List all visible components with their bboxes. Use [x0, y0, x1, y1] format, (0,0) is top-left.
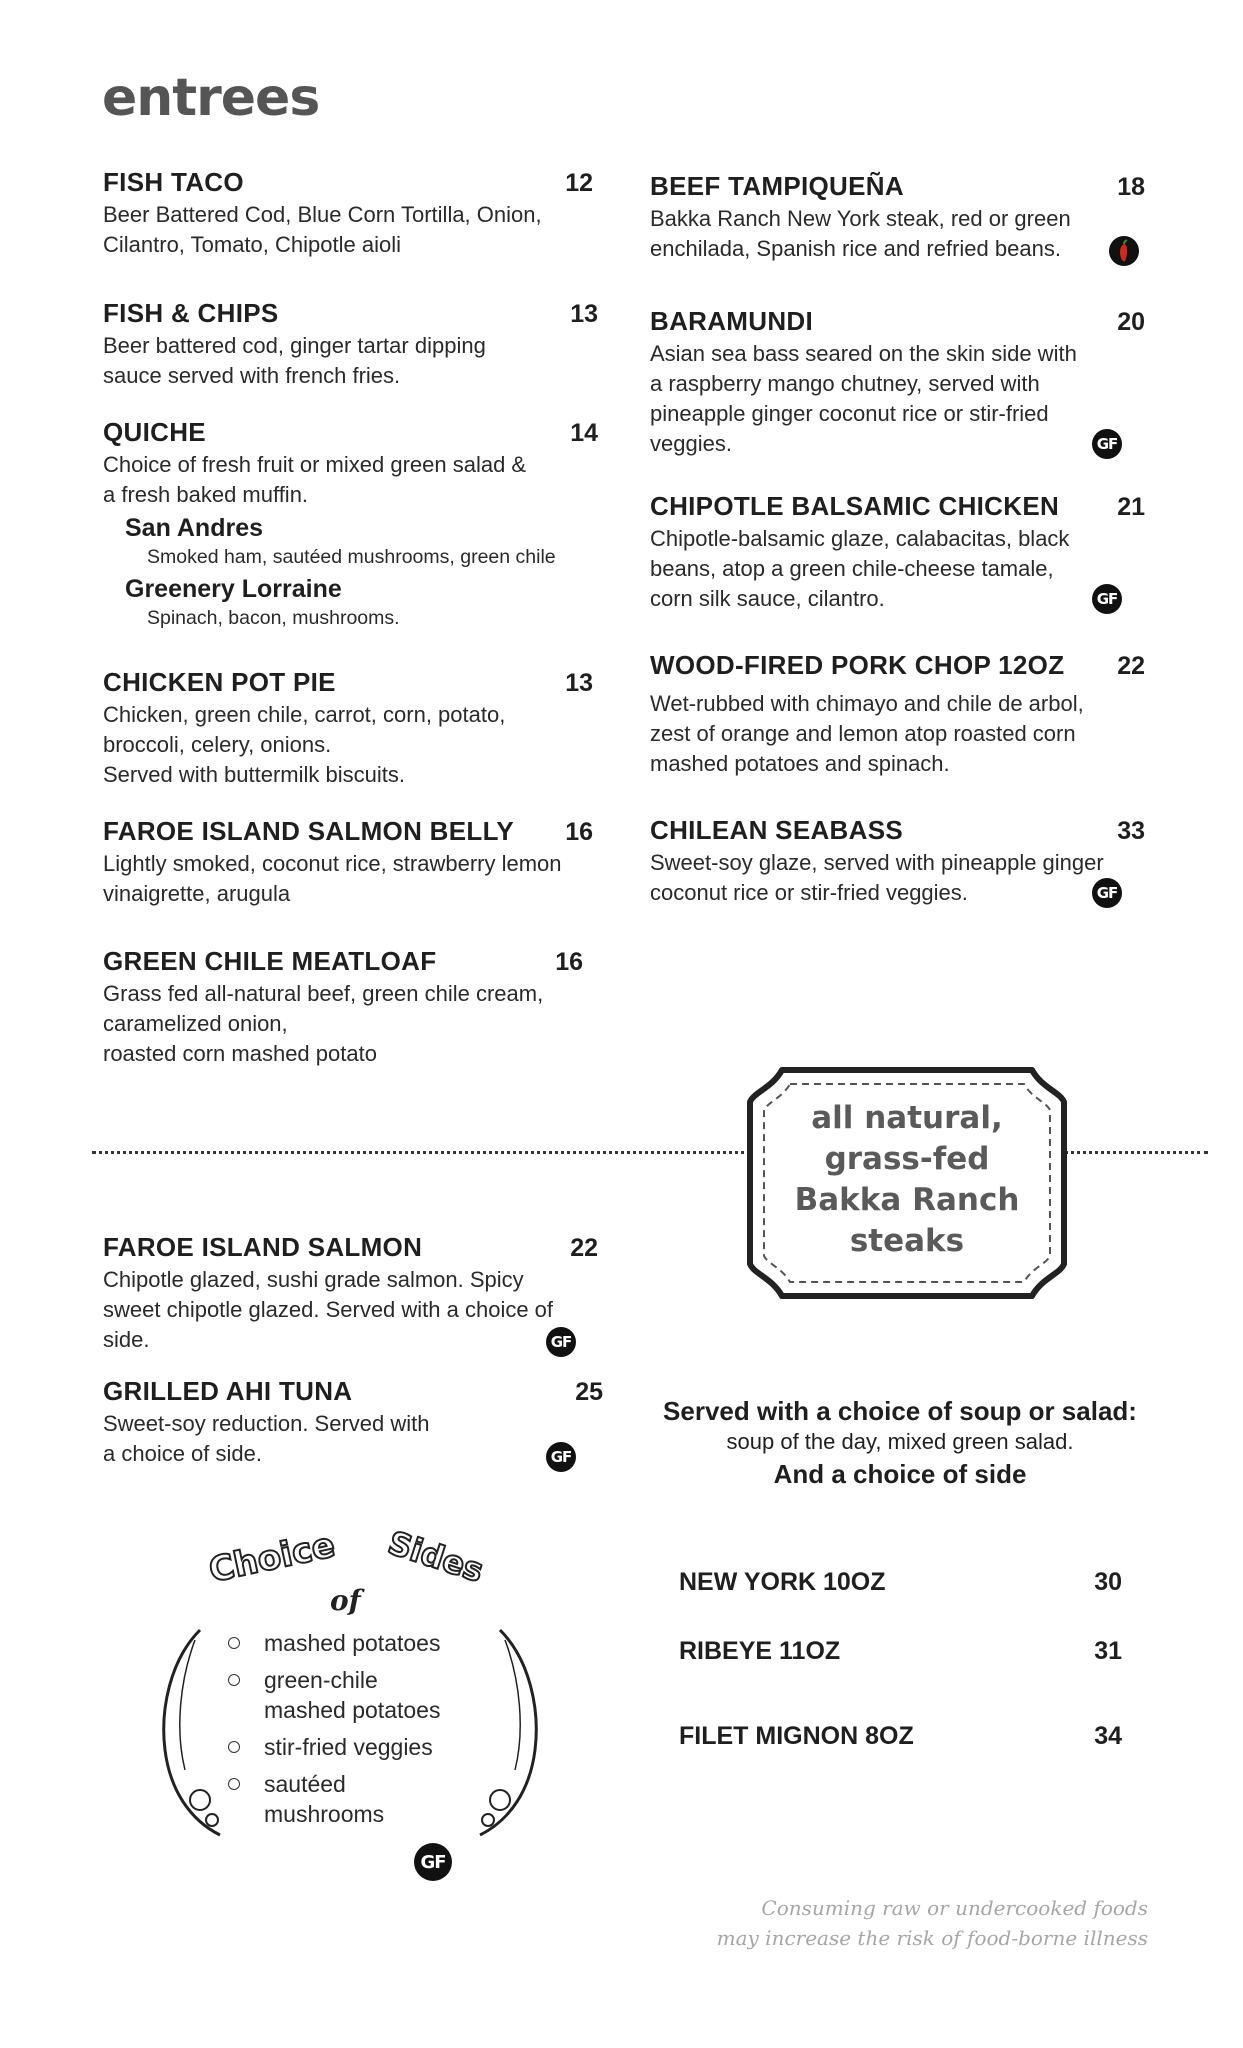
sides-list	[228, 1628, 440, 1836]
item-description: Beer Battered Cod, Blue Corn Tortilla, Onion, Cilantro, Tomato, Chipotle aioli	[103, 202, 542, 257]
item-name: WOOD-FIRED PORK CHOP 12OZ	[650, 650, 1065, 680]
menu-item-chilean-seabass	[650, 815, 1145, 908]
item-name: CHILEAN SEABASS	[650, 815, 903, 845]
item-price: 12	[565, 169, 593, 197]
menu-item-fish-and-chips	[103, 298, 598, 391]
item-name: QUICHE	[103, 417, 206, 447]
item-name: GRILLED AHI TUNA	[103, 1376, 353, 1406]
gf-icon: GF	[546, 1327, 576, 1357]
section-divider-right	[1064, 1151, 1208, 1154]
item-price: 18	[1117, 173, 1145, 201]
menu-item-green-chile-meatloaf	[103, 946, 583, 1069]
item-price: 33	[1117, 817, 1145, 845]
svg-text:Sides: Sides	[383, 1523, 489, 1590]
item-name: BEEF TAMPIQUEÑA	[650, 171, 904, 201]
quiche-variant-greenery-lorraine: Greenery Lorraine Spinach, bacon, mushrooms.	[125, 575, 400, 629]
item-name: FISH TACO	[103, 167, 244, 197]
list-item: green-chile mashed potatoes	[228, 1665, 440, 1725]
menu-item-wood-fired-pork-chop	[650, 650, 1145, 779]
steak-filet-mignon: FILET MIGNON 8OZ 34	[679, 1722, 1122, 1750]
steak-ribeye: RIBEYE 11OZ 31	[679, 1637, 1122, 1665]
item-name: BARAMUNDI	[650, 306, 814, 336]
menu-item-faroe-island-salmon-belly	[103, 816, 593, 909]
item-description: Chicken, green chile, carrot, corn, potato, broccoli, celery, onions. Served with buttermilk biscuits.	[103, 702, 506, 787]
item-price: 22	[1117, 652, 1145, 680]
menu-item-chicken-pot-pie	[103, 667, 593, 790]
list-item: mashed potatoes	[228, 1628, 440, 1658]
item-name: CHICKEN POT PIE	[103, 667, 336, 697]
item-name: FISH & CHIPS	[103, 298, 279, 328]
menu-item-beef-tampiquena	[650, 171, 1145, 264]
svg-text:Choice: Choice	[205, 1525, 339, 1591]
steak-new-york: NEW YORK 10OZ 30	[679, 1568, 1122, 1596]
item-description: Lightly smoked, coconut rice, strawberry lemon vinaigrette, arugula	[103, 851, 562, 906]
gf-icon: GF	[546, 1442, 576, 1472]
left-flourish-ornament	[140, 1620, 230, 1850]
item-description: Asian sea bass seared on the skin side with a raspberry mango chutney, served with pineapple ginger coconut rice or stir-fried veggies.	[650, 341, 1077, 456]
quiche-variant-san-andres: San Andres Smoked ham, sautéed mushrooms, green chile	[125, 514, 556, 568]
item-description: Sweet-soy reduction. Served with a choice of side.	[103, 1411, 430, 1466]
item-price: 13	[565, 669, 593, 697]
choice-of-sides-title	[200, 1510, 500, 1630]
item-description: Sweet-soy glaze, served with pineapple ginger coconut rice or stir-fried veggies.	[650, 850, 1104, 905]
item-description: Chipotle-balsamic glaze, calabacitas, black beans, atop a green chile-cheese tamale, corn silk sauce, cilantro.	[650, 526, 1070, 611]
menu-item-faroe-island-salmon	[103, 1232, 598, 1355]
item-price: 13	[570, 300, 598, 328]
gf-icon: GF	[1092, 429, 1122, 459]
menu-item-quiche	[103, 417, 598, 632]
item-description: Grass fed all-natural beef, green chile cream, caramelized onion, roasted corn mashed potato	[103, 981, 544, 1066]
item-description: Wet-rubbed with chimayo and chile de arbol, zest of orange and lemon atop roasted corn mashed potatoes and spinach.	[650, 691, 1084, 776]
food-safety-disclaimer: Consuming raw or undercooked foods may increase the risk of food-borne illness	[716, 1896, 1148, 1950]
item-price: 14	[570, 419, 598, 447]
gf-icon: GF	[1092, 584, 1122, 614]
menu-item-chipotle-balsamic-chicken	[650, 491, 1145, 614]
item-description: Bakka Ranch New York steak, red or green enchilada, Spanish rice and refried beans.	[650, 206, 1071, 261]
right-flourish-ornament	[470, 1620, 560, 1850]
item-name: GREEN CHILE MEATLOAF	[103, 946, 437, 976]
item-price: 25	[575, 1378, 603, 1406]
section-divider-left	[92, 1151, 752, 1154]
item-name: FAROE ISLAND SALMON	[103, 1232, 423, 1262]
gf-icon: GF	[414, 1843, 452, 1881]
badge-text: all natural, grass-fed Bakka Ranch steaks	[794, 1100, 1020, 1259]
steak-served-with: Served with a choice of soup or salad: soup of the day, mixed green salad. And a choice of side	[663, 1396, 1137, 1489]
item-description: Chipotle glazed, sushi grade salmon. Spicy sweet chipotle glazed. Served with a choice of side.	[103, 1267, 554, 1352]
page-title: entrees	[102, 68, 320, 128]
item-name: CHIPOTLE BALSAMIC CHICKEN	[650, 491, 1060, 521]
item-description: Beer battered cod, ginger tartar dipping sauce served with french fries.	[103, 333, 486, 388]
item-price: 21	[1117, 493, 1145, 521]
item-price: 20	[1117, 308, 1145, 336]
item-price: 16	[555, 948, 583, 976]
list-item: stir-fried veggies	[228, 1732, 440, 1762]
list-item: sautéed mushrooms	[228, 1769, 440, 1829]
gf-icon: GF	[1092, 878, 1122, 908]
menu-item-baramundi	[650, 306, 1145, 459]
item-name: FAROE ISLAND SALMON BELLY	[103, 816, 515, 846]
item-price: 22	[570, 1234, 598, 1262]
menu-item-grilled-ahi-tuna	[103, 1376, 603, 1469]
svg-text:of: of	[330, 1584, 361, 1617]
chile-pepper-icon	[1108, 235, 1140, 267]
item-description: Choice of fresh fruit or mixed green salad & a fresh baked muffin.	[103, 452, 527, 507]
item-price: 16	[565, 818, 593, 846]
menu-item-fish-taco	[103, 167, 593, 260]
